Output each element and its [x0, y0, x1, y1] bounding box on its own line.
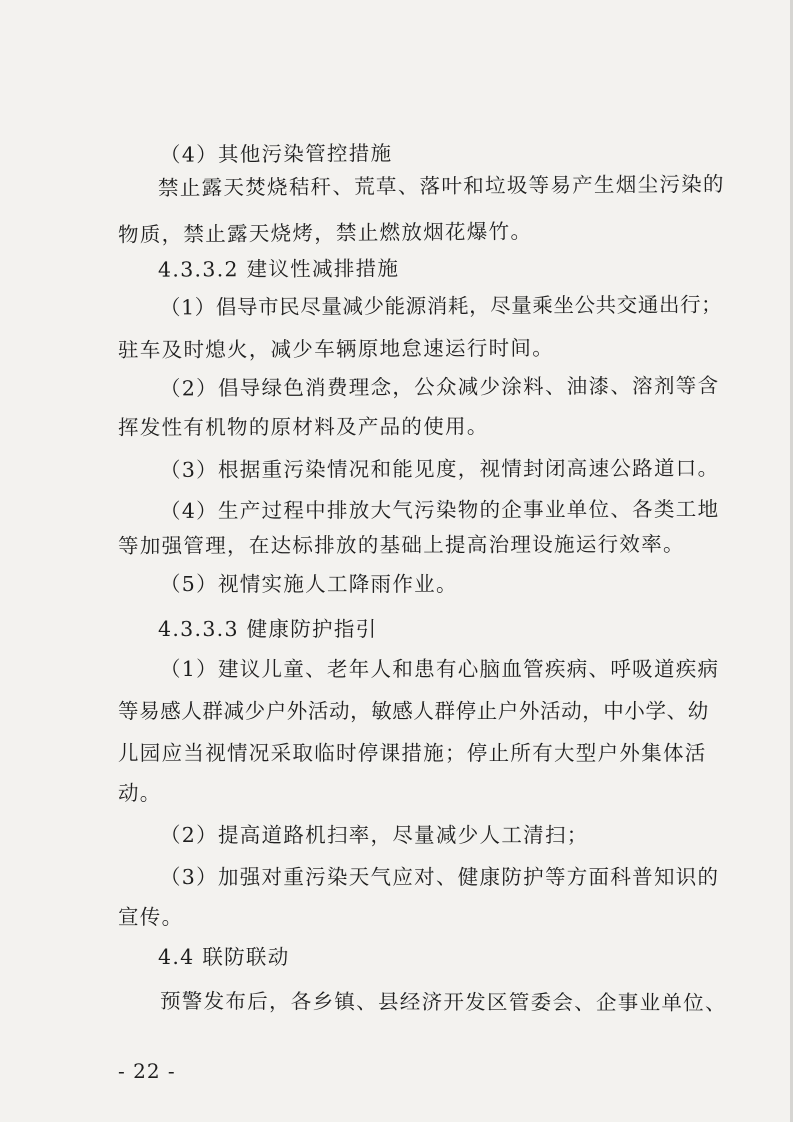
- text-line: 动。: [118, 781, 162, 805]
- text-line: 宣传。: [118, 905, 184, 929]
- text-line: 物质，禁止露天烧烤，禁止燃放烟花爆竹。: [117, 219, 533, 247]
- text-line: 儿园应当视情况采取临时停课措施；停止所有大型户外集体活: [118, 741, 707, 765]
- text-line: （1）倡导市民尽量减少能源消耗，尽量乘坐公共交通出行；: [159, 292, 723, 320]
- text-line: （4）生产过程中排放大气污染物的企事业单位、各类工地: [159, 497, 720, 523]
- text-line: （4）其他污染管控措施: [159, 141, 393, 167]
- text-line: （5）视情实施人工降雨作业。: [160, 572, 458, 596]
- text-line: 等加强管理，在达标排放的基础上提高治理设施运行效率。: [117, 532, 685, 558]
- text-line: 预警发布后，各乡镇、县经济开发区管委会、企事业单位、: [159, 989, 727, 1015]
- text-line: （1）建议儿童、老年人和患有心脑血管疾病、呼吸道疾病: [160, 657, 720, 681]
- text-line: （3）加强对重污染天气应对、健康防护等方面科普知识的: [160, 865, 720, 889]
- page-number: - 22 -: [118, 1059, 176, 1083]
- text-line: 禁止露天焚烧秸秆、荒草、落叶和垃圾等易产生烟尘污染的: [157, 172, 725, 200]
- text-line: 等易感人群减少户外活动，敏感人群停止户外活动，中小学、幼: [118, 699, 709, 723]
- section-heading: 4.4 联防联动: [158, 945, 290, 969]
- text-line: （2）倡导绿色消费理念，公众减少涂料、油漆、溶剂等含: [159, 373, 720, 401]
- text-line: （2）提高道路机扫率，尽量减少人工清扫；: [160, 823, 589, 847]
- text-line: 驻车及时熄火，减少车辆原地怠速运行时间。: [117, 335, 555, 363]
- section-heading: 4.3.3.3 健康防护指引: [158, 617, 378, 641]
- text-line: 挥发性有机物的原材料及产品的使用。: [117, 414, 489, 440]
- section-heading: 4.3.3.2 建议性减排措施: [157, 256, 400, 282]
- text-line: （3）根据重污染情况和能见度，视情封闭高速公路道口。: [159, 456, 720, 482]
